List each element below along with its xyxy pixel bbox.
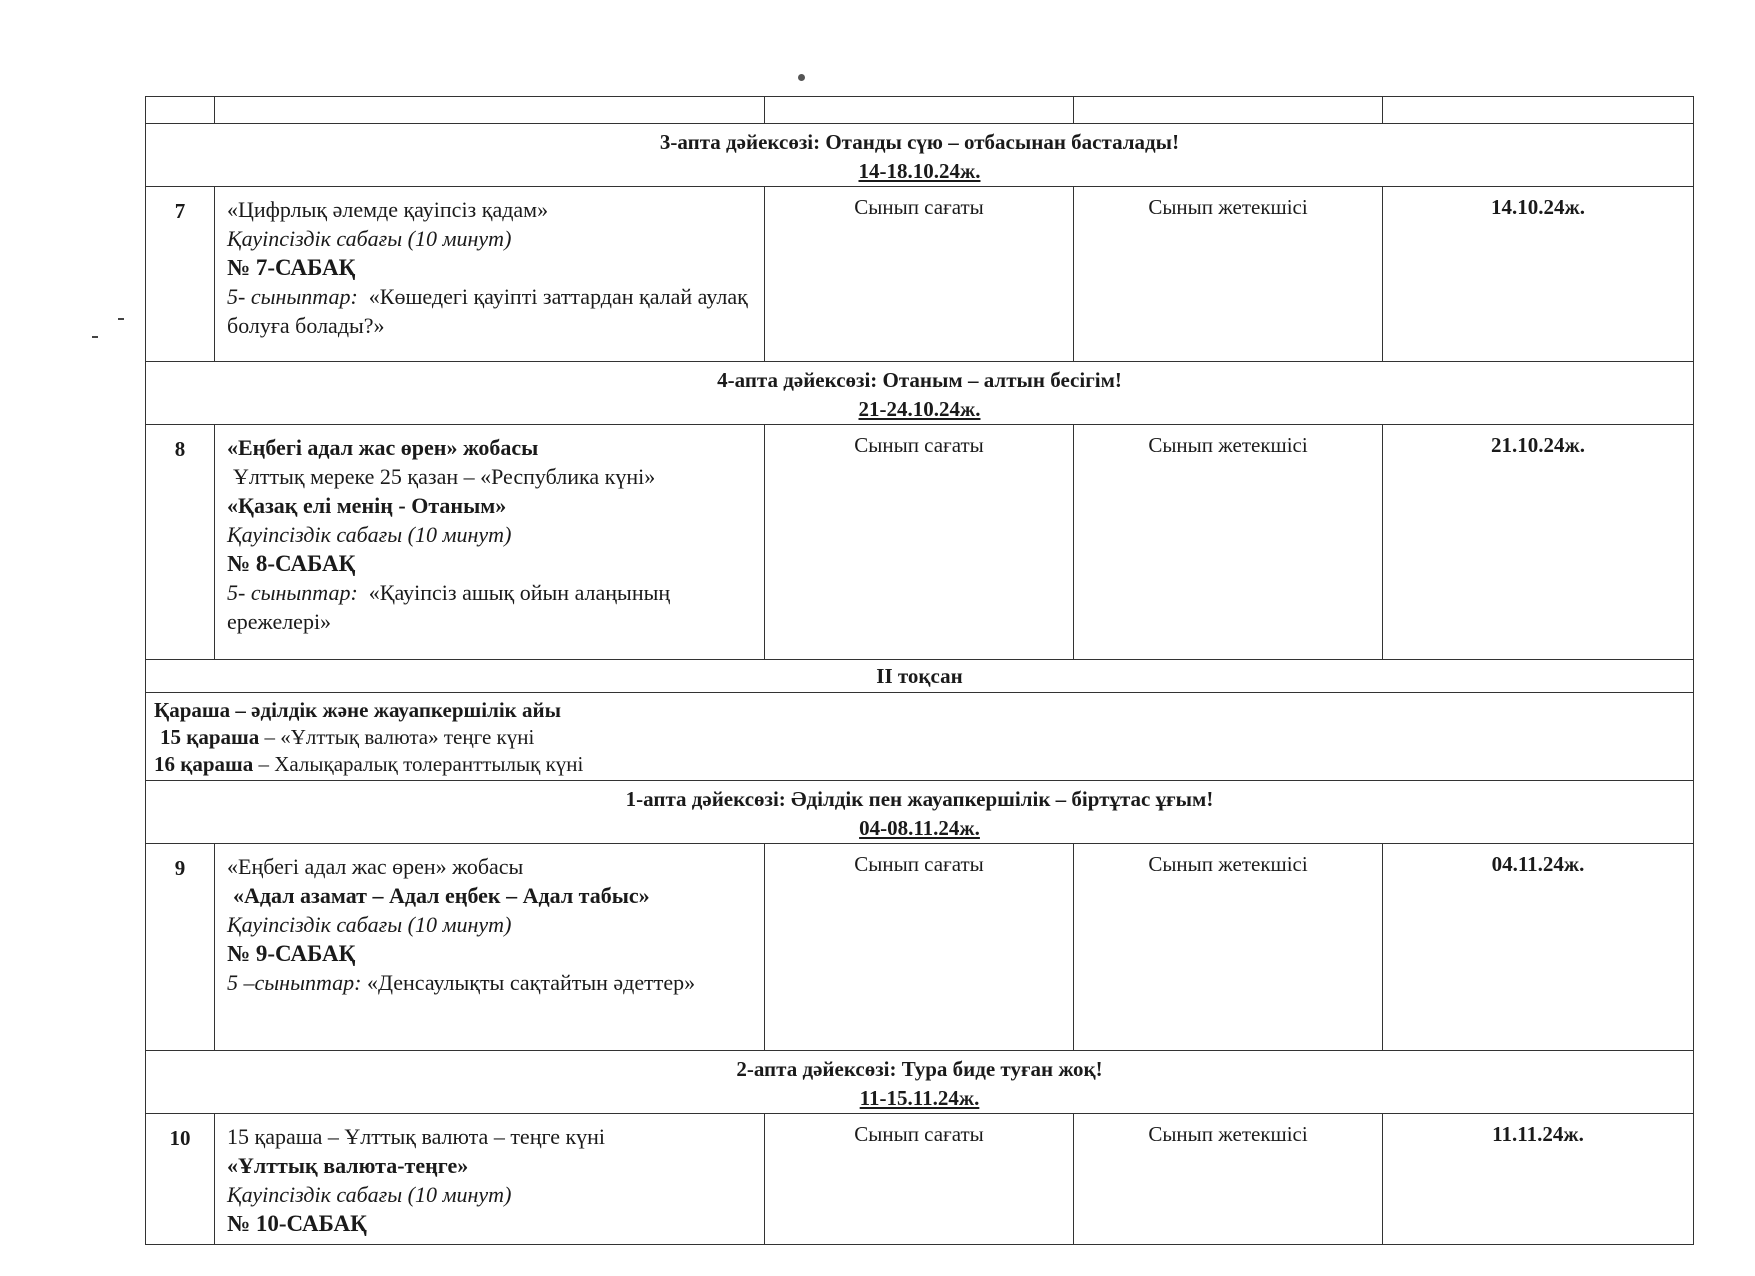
week-header <box>146 124 1694 187</box>
week-title: 1-апта дәйексөзі: Әділдік пен жауапкершілік – біртұтас ұғым! <box>625 787 1214 811</box>
event-subtitle: «Адал азамат – Адал еңбек – Адал табыс» <box>233 883 650 908</box>
event-subtitle: «Қазақ елі менің - Отаным» <box>227 493 507 518</box>
quarter-row <box>146 660 1694 693</box>
scan-speck <box>798 74 805 81</box>
event-description <box>215 425 765 660</box>
table-cell <box>215 97 765 124</box>
safety-lesson-label: Қауіпсіздік сабағы (10 минут) <box>227 1182 512 1207</box>
grade-label: 5- сыныптар: <box>227 580 358 605</box>
week-title: 3-апта дәйексөзі: Отанды сүю – отбасынан басталады! <box>659 130 1180 154</box>
event-date: 14.10.24ж. <box>1383 187 1694 362</box>
grade-label: 5 –сыныптар: <box>227 970 362 995</box>
week-header-row <box>146 124 1694 187</box>
scan-speck <box>118 318 124 320</box>
week-dates: 21-24.10.24ж. <box>858 397 981 421</box>
event-description <box>215 187 765 362</box>
lesson-number: № 10-САБАҚ <box>227 1211 367 1236</box>
table-row <box>146 187 1694 362</box>
responsible-person: Сынып жетекшісі <box>1074 187 1383 362</box>
safety-lesson-label: Қауіпсіздік сабағы (10 минут) <box>227 912 512 937</box>
lesson-topic: «Көшедегі қауіпті заттардан қалай аулақ болуға болады?» <box>227 284 748 338</box>
grade-label: 5- сыныптар: <box>227 284 358 309</box>
table-cell <box>765 97 1074 124</box>
event-plan-table <box>145 96 1694 1245</box>
table-cell <box>1383 97 1694 124</box>
month-title: Қараша – әділдік және жауапкершілік айы <box>154 698 562 722</box>
table-cell <box>1074 97 1383 124</box>
week-header-row <box>146 362 1694 425</box>
table-row <box>146 97 1694 124</box>
event-description <box>215 1114 765 1245</box>
scan-speck <box>92 336 98 338</box>
lesson-number: № 7-САБАҚ <box>227 255 356 280</box>
month-event: 16 қараша – Халықаралық толеранттылық күні <box>154 752 584 776</box>
week-dates: 11-15.11.24ж. <box>859 1086 980 1110</box>
safety-lesson-label: Қауіпсіздік сабағы (10 минут) <box>227 522 512 547</box>
week-header <box>146 1051 1694 1114</box>
event-title: «Еңбегі адал жас өрен» жобасы <box>227 854 524 879</box>
grade-topic <box>227 578 756 636</box>
week-dates: 04-08.11.24ж. <box>859 816 980 840</box>
row-number: 7 <box>146 187 215 362</box>
lesson-topic: «Денсаулықты сақтайтын әдеттер» <box>366 970 696 995</box>
event-title: 15 қараша – Ұлттық валюта – теңге күні <box>227 1124 606 1149</box>
row-number: 9 <box>146 844 215 1051</box>
table-row <box>146 425 1694 660</box>
week-header <box>146 362 1694 425</box>
event-form: Сынып сағаты <box>765 844 1074 1051</box>
event-form: Сынып сағаты <box>765 187 1074 362</box>
event-subtitle: «Ұлттық валюта-теңге» <box>227 1153 469 1178</box>
grade-topic <box>227 282 756 340</box>
event-title: «Еңбегі адал жас өрен» жобасы <box>227 435 539 460</box>
week-dates: 14-18.10.24ж. <box>858 159 981 183</box>
week-header <box>146 781 1694 844</box>
row-number: 10 <box>146 1114 215 1245</box>
week-header-row <box>146 781 1694 844</box>
month-event: 15 қараша – «Ұлттық валюта» теңге күні <box>160 725 535 749</box>
lesson-number: № 8-САБАҚ <box>227 551 356 576</box>
event-description <box>215 844 765 1051</box>
event-date: 04.11.24ж. <box>1383 844 1694 1051</box>
event-date: 21.10.24ж. <box>1383 425 1694 660</box>
lesson-topic: «Қауіпсіз ашық ойын алаңының ережелері» <box>227 580 671 634</box>
responsible-person: Сынып жетекшісі <box>1074 844 1383 1051</box>
responsible-person: Сынып жетекшісі <box>1074 1114 1383 1245</box>
month-row <box>146 693 1694 781</box>
month-theme <box>146 693 1694 781</box>
event-title: «Цифрлық әлемде қауіпсіз қадам» <box>227 197 549 222</box>
table-row <box>146 844 1694 1051</box>
event-date: 11.11.24ж. <box>1383 1114 1694 1245</box>
week-header-row <box>146 1051 1694 1114</box>
row-number: 8 <box>146 425 215 660</box>
responsible-person: Сынып жетекшісі <box>1074 425 1383 660</box>
quarter-header: ІІ тоқсан <box>146 660 1694 693</box>
lesson-number: № 9-САБАҚ <box>227 941 356 966</box>
event-form: Сынып сағаты <box>765 1114 1074 1245</box>
table-cell <box>146 97 215 124</box>
week-title: 2-апта дәйексөзі: Тура биде туған жоқ! <box>736 1057 1103 1081</box>
safety-lesson-label: Қауіпсіздік сабағы (10 минут) <box>227 226 512 251</box>
grade-topic <box>227 968 756 997</box>
week-title: 4-апта дәйексөзі: Отаным – алтын бесігім! <box>717 368 1122 392</box>
event-form: Сынып сағаты <box>765 425 1074 660</box>
holiday-line: Ұлттық мереке 25 қазан – «Республика күні» <box>233 464 656 489</box>
table-row <box>146 1114 1694 1245</box>
